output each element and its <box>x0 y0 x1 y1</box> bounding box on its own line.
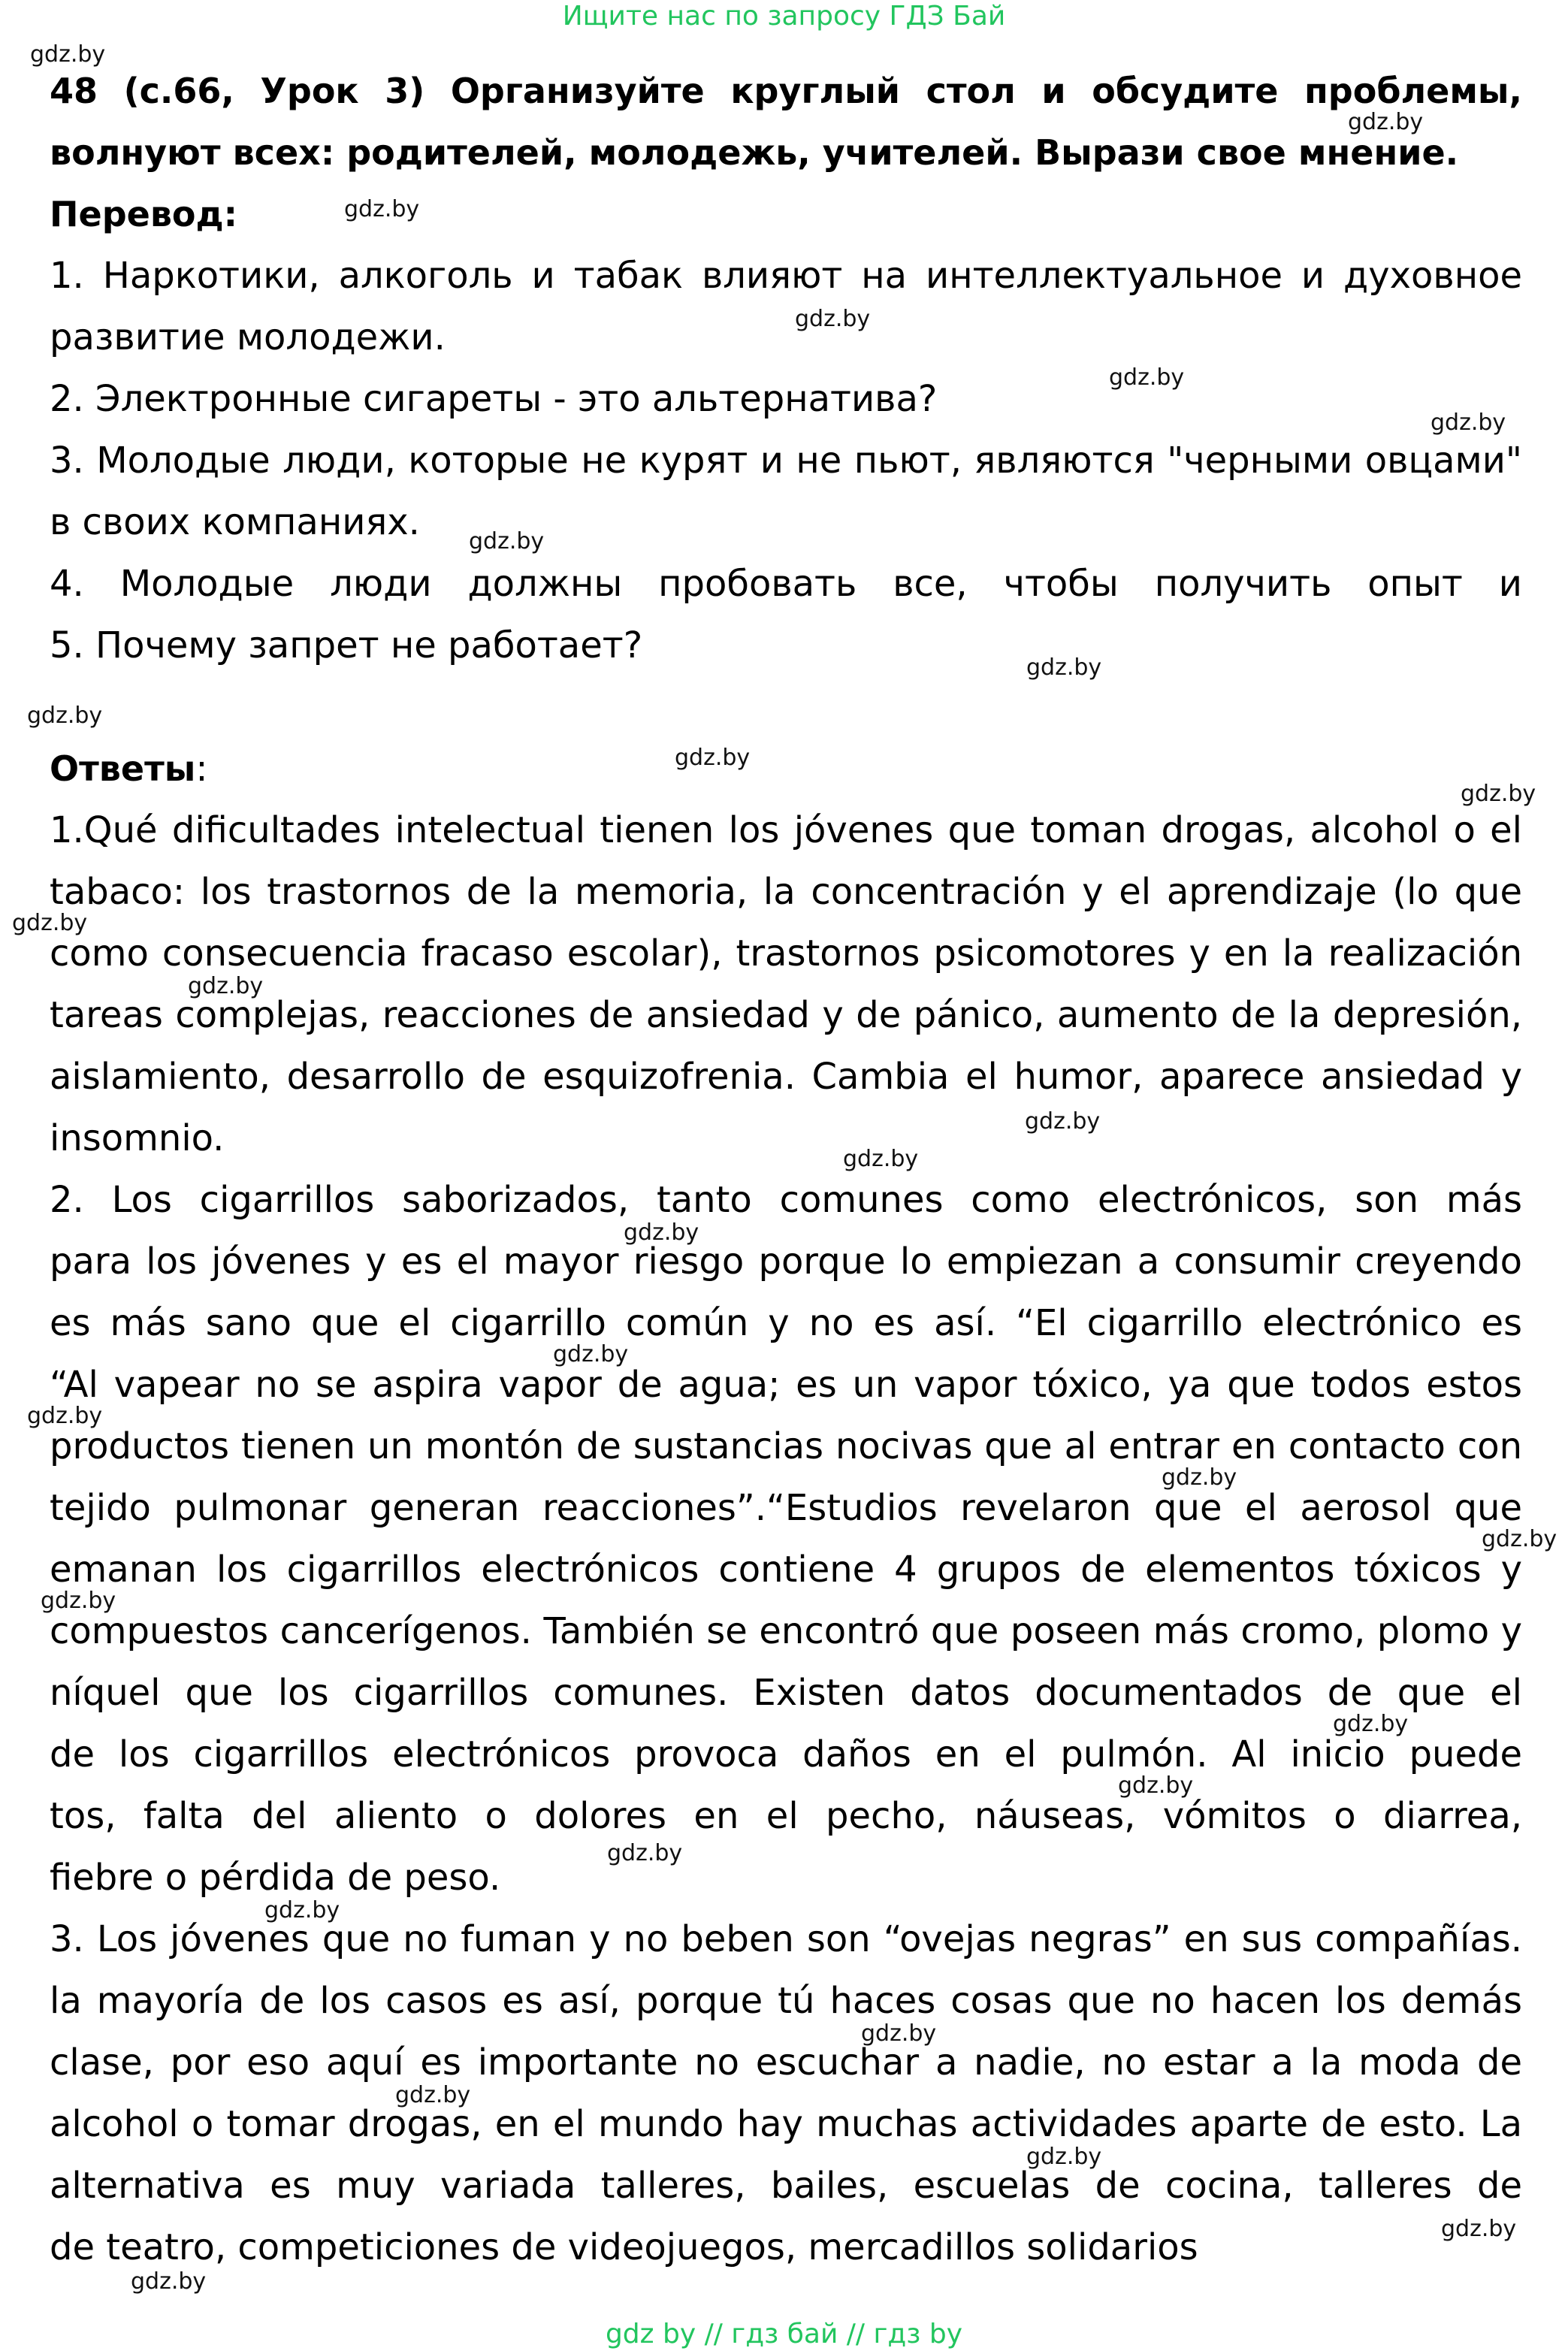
watermark: gdz.by <box>395 2082 471 2108</box>
watermark: gdz.by <box>1026 654 1102 681</box>
answers-heading-colon: : <box>195 748 208 790</box>
answer-line: alternativa es muy variada talleres, bailes, escuelas de cocina, talleres de <box>50 2165 1522 2207</box>
top-banner: Ищите нас по запросу ГДЗ Бай <box>562 1 1006 32</box>
answer-line: alcohol o tomar drogas, en el mundo hay muchas actividades aparte de esto. La <box>50 2103 1522 2145</box>
answer-line: es más sano que el cigarrillo común y no es así. “El cigarrillo electrónico es <box>50 1302 1522 1344</box>
translation-heading: Перевод: <box>50 194 238 234</box>
answer-line: insomnio. <box>50 1117 225 1159</box>
watermark: gdz.by <box>27 703 103 729</box>
answer-line: 1.Qué dificultades intelectual tienen los jóvenes que toman drogas, alcohol o el <box>50 809 1522 851</box>
watermark: gdz.by <box>41 1588 116 1614</box>
task-title-line-1: 48 (с.66, Урок 3) Организуйте круглый стол и обсудите проблемы, <box>50 71 1522 111</box>
task-title-line-2: волнуют всех: родителей, молодежь, учителей. Вырази свое мнение. <box>50 132 1459 173</box>
translation-line: 2. Электронные сигареты - это альтернатива? <box>50 378 938 420</box>
answer-line: la mayoría de los casos es así, porque tú haces cosas que no hacen los demás <box>50 1980 1522 2022</box>
answer-line: tabaco: los trastornos de la memoria, la concentración y el aprendizaje (lo que <box>50 871 1522 913</box>
answer-line: tejido pulmonar generan reacciones”.“Estudios revelaron que el aerosol que <box>50 1487 1522 1529</box>
answer-line: de teatro, competiciones de videojuegos, mercadillos solidarios <box>50 2226 1198 2268</box>
watermark: gdz.by <box>1482 1526 1557 1552</box>
answer-line: níquel que los cigarrillos comunes. Existen datos documentados de que el <box>50 1672 1522 1714</box>
watermark: gdz.by <box>264 1897 340 1923</box>
watermark: gdz.by <box>607 1840 683 1866</box>
watermark: gdz.by <box>1348 109 1424 135</box>
watermark: gdz.by <box>1118 1772 1194 1799</box>
translation-line: 4. Молодые люди должны пробовать все, чтобы получить опыт и <box>50 563 1522 605</box>
watermark: gdz.by <box>553 1341 629 1367</box>
answer-line: tos, falta del aliento o dolores en el pecho, náuseas, vómitos o diarrea, <box>50 1795 1522 1837</box>
watermark: gdz.by <box>12 910 88 936</box>
watermark: gdz.by <box>843 1146 919 1172</box>
section-spacer <box>50 676 1522 738</box>
watermark: gdz.by <box>624 1219 699 1246</box>
answer-line: 3. Los jóvenes que no fuman y no beben son “ovejas negras” en sus compañías. <box>50 1918 1522 1960</box>
translation-line: 3. Молодые люди, которые не курят и не пьют, являются "черными овцами" <box>50 440 1522 482</box>
watermark: gdz.by <box>795 306 871 332</box>
watermark: gdz.by <box>27 1403 103 1429</box>
answer-line: para los jóvenes y es el mayor riesgo porque lo empiezan a consumir creyendo <box>50 1240 1522 1283</box>
watermark: gdz.by <box>188 973 264 999</box>
watermark: gdz.by <box>469 528 545 555</box>
watermark: gdz.by <box>1109 364 1185 391</box>
answer-line: aislamiento, desarrollo de esquizofrenia. Cambia el humor, aparece ansiedad y <box>50 1056 1522 1098</box>
watermark: gdz.by <box>1026 2144 1102 2170</box>
watermark: gdz.by <box>1025 1108 1101 1135</box>
watermark: gdz.by <box>675 745 751 771</box>
document-body <box>50 60 1522 2278</box>
watermark: gdz.by <box>861 2020 937 2047</box>
watermark: gdz.by <box>1162 1464 1237 1491</box>
watermark: gdz.by <box>344 196 420 222</box>
watermark: gdz.by <box>1431 409 1506 436</box>
answers-heading <box>50 738 1522 799</box>
answers-heading-label: Ответы <box>50 748 196 789</box>
translation-line: развитие молодежи. <box>50 316 446 358</box>
answer-line: 2. Los cigarrillos saborizados, tanto comunes como electrónicos, son más <box>50 1179 1522 1221</box>
bottom-banner: gdz by // гдз бай // гдз by <box>605 2319 963 2349</box>
watermark: gdz.by <box>131 2268 207 2295</box>
answer-line: emanan los cigarrillos electrónicos contiene 4 grupos de elementos tóxicos y <box>50 1549 1522 1591</box>
translation-line: 1. Наркотики, алкоголь и табак влияют на интеллектуальное и духовное <box>50 255 1522 297</box>
answer-line: de los cigarrillos electrónicos provoca daños en el pulmón. Al inicio puede <box>50 1733 1522 1775</box>
answer-line: como consecuencia fracaso escolar), trastornos psicomotores y en la realización <box>50 932 1522 975</box>
watermark: gdz.by <box>1461 781 1536 807</box>
watermark: gdz.by <box>1441 2216 1517 2242</box>
watermark: gdz.by <box>30 41 106 68</box>
answer-line: “Al vapear no se aspira vapor de agua; es un vapor tóxico, ya que todos estos <box>50 1364 1522 1406</box>
answer-line: clase, por eso aquí es importante no escuchar a nadie, no estar a la moda de <box>50 2041 1522 2084</box>
answer-line: productos tienen un montón de sustancias nocivas que al entrar en contacto con <box>50 1425 1522 1467</box>
translation-line: в своих компаниях. <box>50 501 420 543</box>
answer-line: fiebre o pérdida de peso. <box>50 1857 501 1899</box>
translation-line: 5. Почему запрет не работает? <box>50 624 643 666</box>
watermark: gdz.by <box>1333 1711 1409 1737</box>
answer-line: compuestos cancerígenos. También se encontró que poseen más cromo, plomo y <box>50 1610 1522 1652</box>
answer-line: tareas complejas, reacciones de ansiedad y de pánico, aumento de la depresión, <box>50 994 1522 1036</box>
